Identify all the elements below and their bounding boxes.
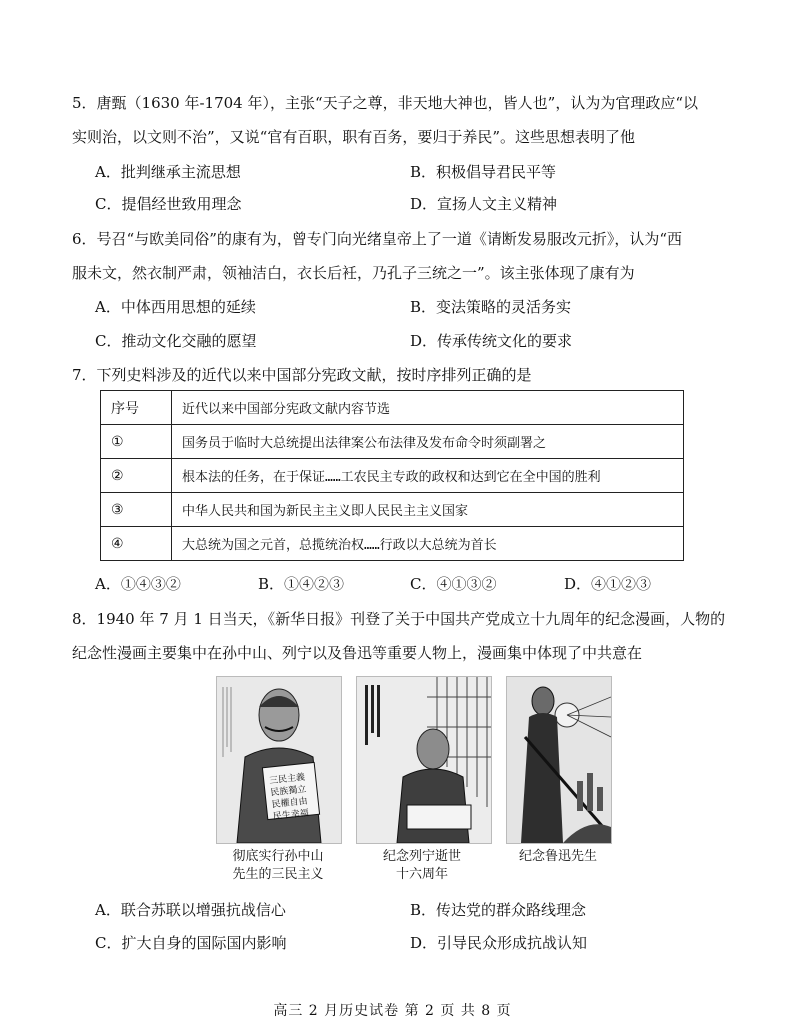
q8-option-b: B．传达党的群众路线理念	[410, 901, 587, 919]
q8-option-d: D．引导民众形成抗战认知	[410, 934, 588, 952]
table-cell-text: 国务员于临时大总统提出法律案公布法律及发布命令时须副署之	[172, 425, 684, 459]
q6-option-c: C．推动文化交融的愿望	[95, 332, 257, 350]
luxun-illustration	[507, 677, 611, 843]
table-row	[101, 425, 684, 459]
caption-line: 纪念鲁迅先生	[518, 849, 597, 864]
table-row	[101, 493, 684, 527]
q8-stem-line1: 8．1940 年 7 月 1 日当天，《新华日报》刊登了关于中国共产党成立十九周年的纪念漫画，人物的	[72, 610, 726, 628]
sign-line: 民權自由	[271, 796, 309, 811]
cartoon-luxun	[506, 676, 612, 844]
table-cell-text: 中华人民共和国为新民主主义即人民民主主义国家	[172, 493, 684, 527]
lenin-illustration	[357, 677, 491, 843]
sign-line: 民族獨立	[269, 784, 307, 799]
cartoon-lenin	[356, 676, 492, 844]
table-row	[101, 459, 684, 493]
page-footer: 高三 2 月历史试卷 第 2 页 共 8 页	[273, 1003, 512, 1019]
caption-line: 彻底实行孙中山	[232, 849, 324, 864]
q6-stem-line1: 6．号召“与欧美同俗”的康有为，曾专门向光绪皇帝上了一道《请断发易服改元折》，认为“西	[72, 230, 683, 248]
q8-option-a: A．联合苏联以增强抗战信心	[95, 901, 286, 919]
q5-stem-line1: 5．唐甄（1630 年-1704 年），主张“天子之尊，非天地大神也，皆人也”，认为为官理政应“以	[72, 94, 699, 112]
caption-line: 十六周年	[395, 867, 448, 882]
sign-line: 三民主義	[268, 772, 306, 787]
table-cell-index: ③	[101, 493, 172, 527]
q7-table	[100, 390, 684, 561]
table-cell-index: ②	[101, 459, 172, 493]
table-header-cell: 近代以来中国部分宪政文献内容节选	[172, 391, 684, 425]
q7-option-d: D．④①②③	[564, 575, 652, 593]
q8-stem-line2: 纪念性漫画主要集中在孙中山、列宁以及鲁迅等重要人物上，漫画集中体现了中共意在	[72, 644, 643, 662]
q8-option-c: C．扩大自身的国际国内影响	[95, 934, 287, 952]
q5-option-d: D．宣扬人文主义精神	[410, 195, 558, 213]
cartoon-sun-yatsen	[216, 676, 342, 844]
q6-option-b: B．变法策略的灵活务实	[410, 298, 572, 316]
q6-stem-line2: 服未文，然衣制严肃，领袖洁白，衣长后衽，乃孔子三统之一”。该主张体现了康有为	[72, 264, 635, 282]
q5-stem-line2: 实则治，以文则不治”，又说“官有百职，职有百务，要归于养民”。这些思想表明了他	[72, 128, 636, 146]
table-cell-index: ④	[101, 527, 172, 561]
table-header-cell: 序号	[101, 391, 172, 425]
q5-option-c: C．提倡经世致用理念	[95, 195, 242, 213]
table-cell-text: 大总统为国之元首，总揽统治权……行政以大总统为首长	[172, 527, 684, 561]
table-cell-text: 根本法的任务，在于保证……工农民主专政的政权和达到它在全中国的胜利	[172, 459, 684, 493]
sign-line: 民生幸福	[272, 808, 310, 823]
caption-lenin	[366, 848, 478, 884]
q7-option-b: B．①④②③	[258, 575, 345, 593]
table-row	[101, 527, 684, 561]
caption-luxun	[506, 848, 610, 866]
q7-option-a: A．①④③②	[95, 575, 181, 593]
caption-line: 纪念列宁逝世	[382, 849, 461, 864]
q5-option-a: A．批判继承主流思想	[95, 163, 241, 181]
q6-option-d: D．传承传统文化的要求	[410, 332, 573, 350]
table-cell-index: ①	[101, 425, 172, 459]
caption-line: 先生的三民主义	[232, 867, 324, 882]
q7-option-c: C．④①③②	[410, 575, 497, 593]
q5-option-b: B．积极倡导君民平等	[410, 163, 557, 181]
caption-sun-yatsen	[222, 848, 334, 884]
q7-stem: 7．下列史料涉及的近代以来中国部分宪政文献，按时序排列正确的是	[72, 366, 532, 384]
q6-option-a: A．中体西用思想的延续	[95, 298, 256, 316]
table-header-row	[101, 391, 684, 425]
